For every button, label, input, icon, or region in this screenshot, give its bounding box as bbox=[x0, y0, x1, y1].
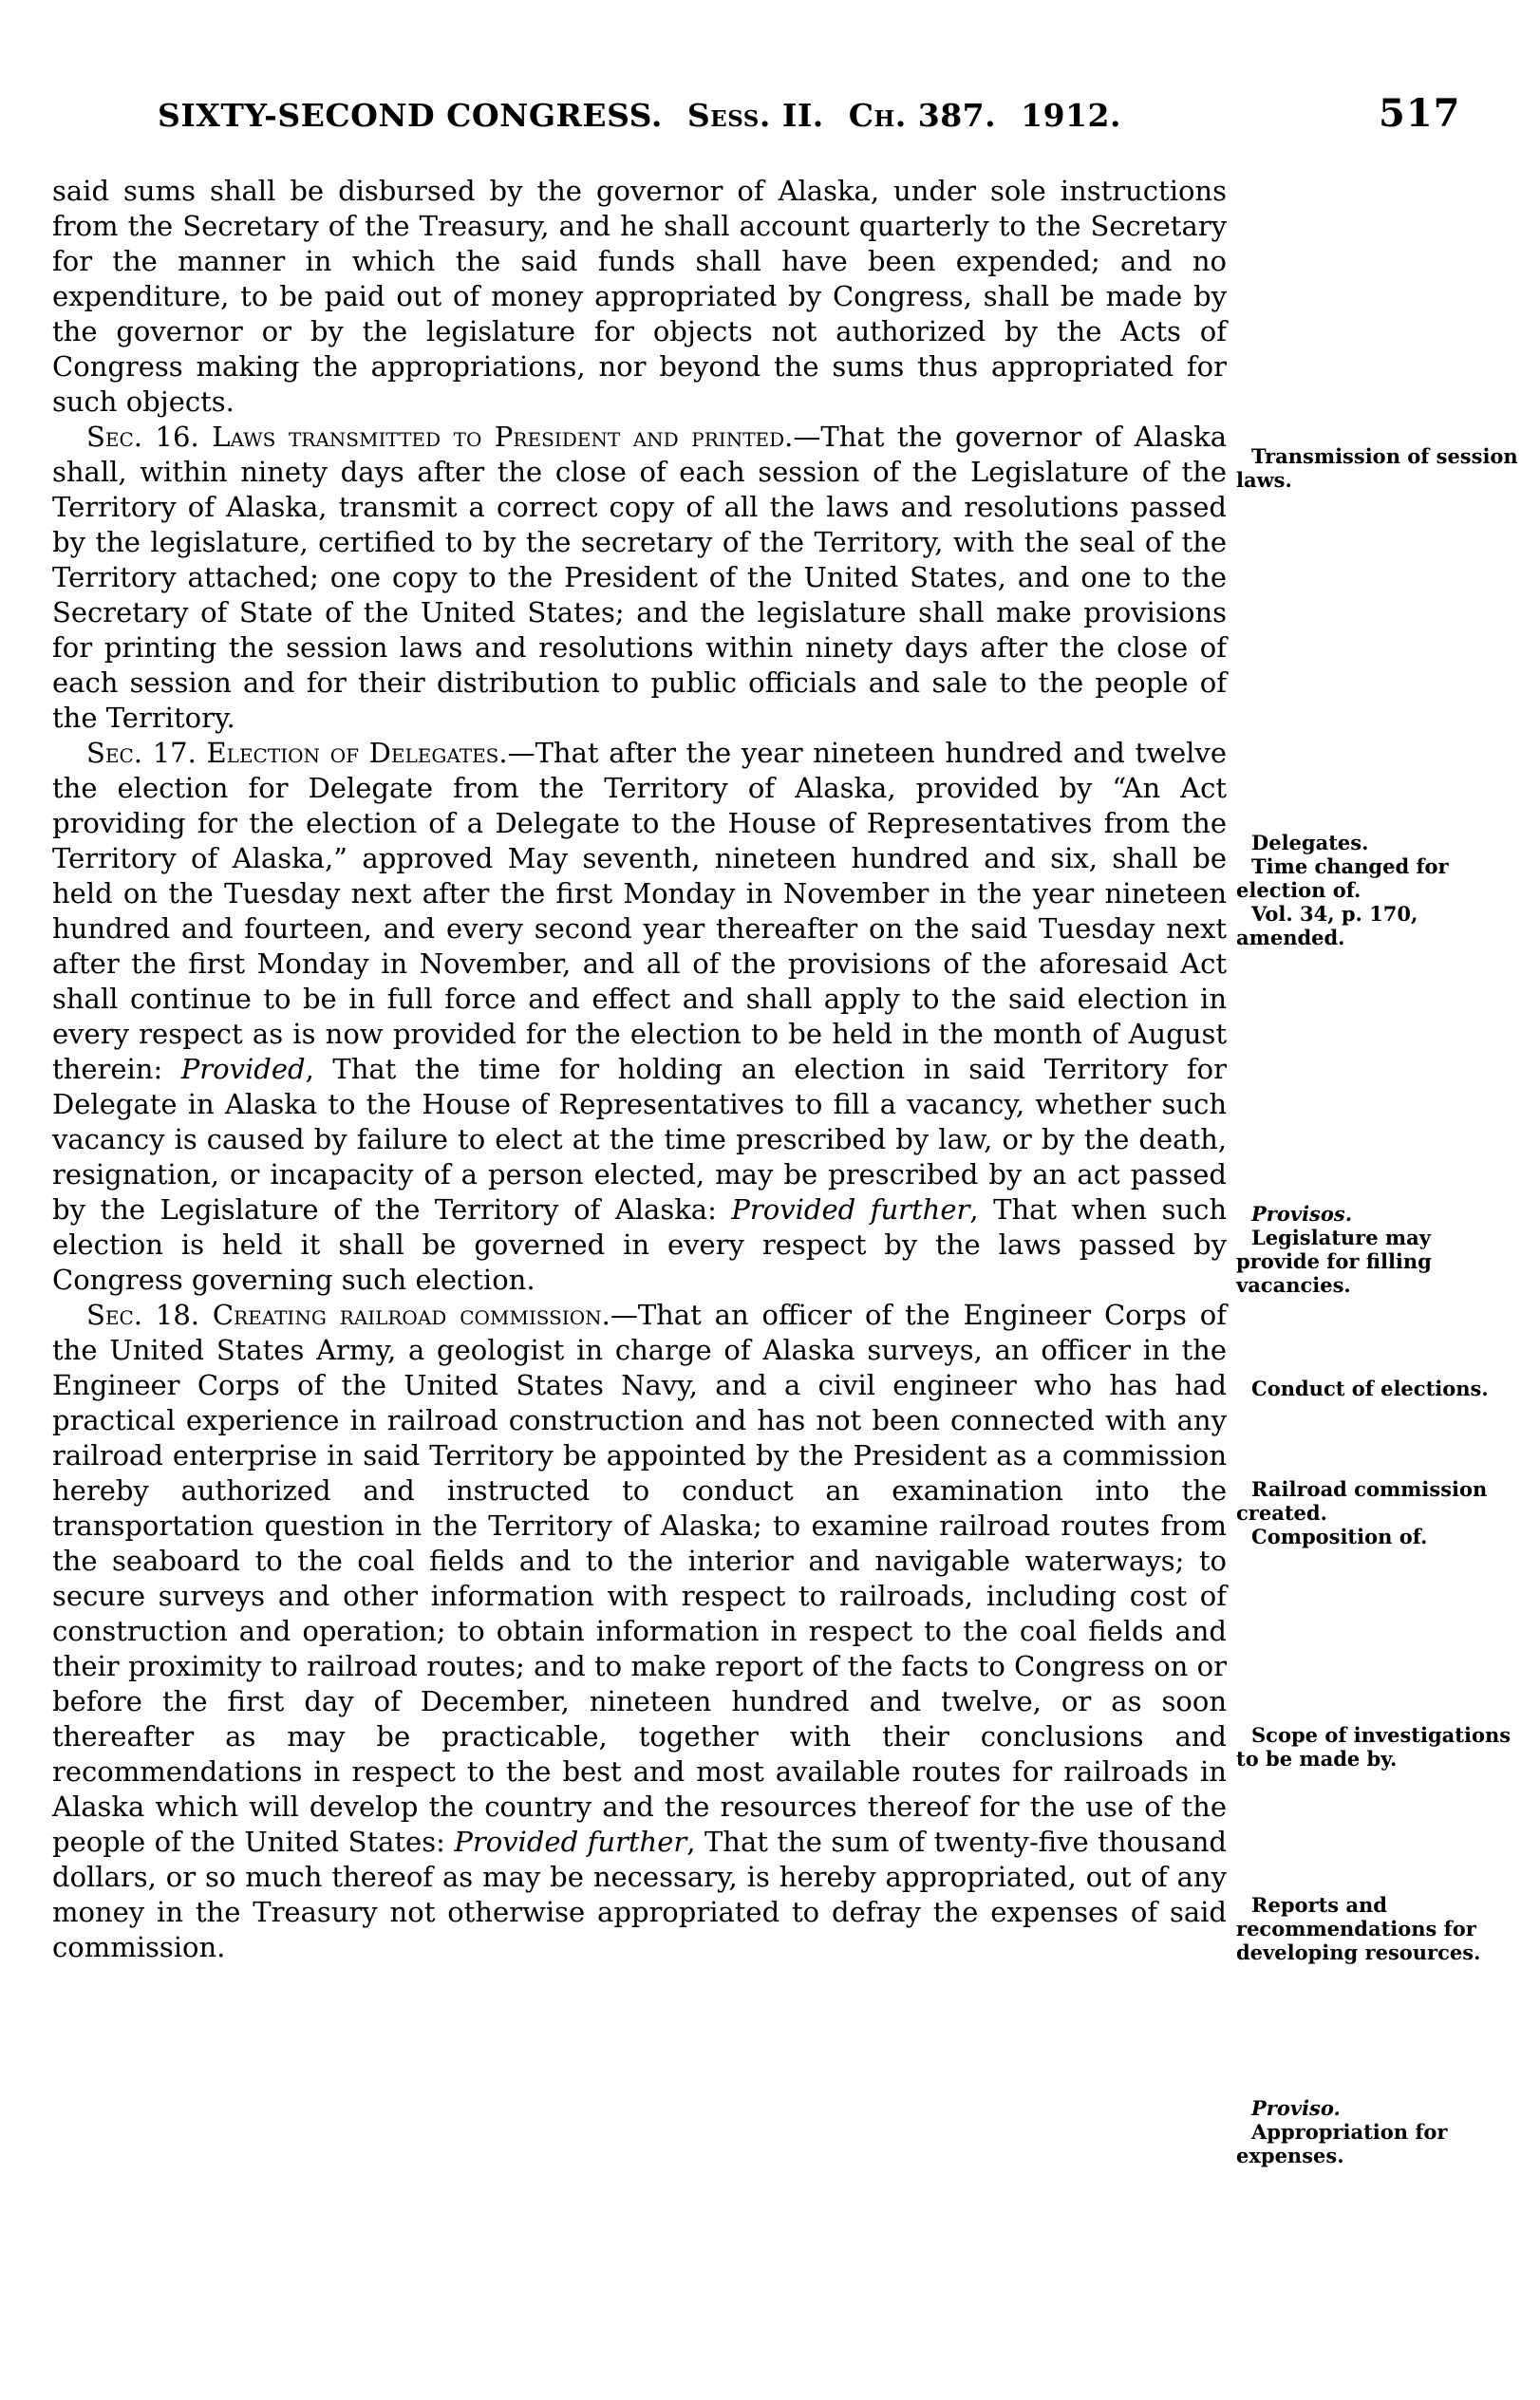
margin-note-line bbox=[1236, 1226, 1521, 1297]
margin-note-line bbox=[1236, 831, 1521, 854]
text-run: —That after the year nineteen hundred and twelve the election for Delegate from the Territory of Alaska, provided by “An Act providing for the election of a Delegate to the House of Representatives from the Territory of Alaska,” approved May seventh, nineteen hundred and six, shall be held on the Tuesday next after the first Monday in November in the year nineteen hundred and fourteen, and every second year thereafter on the said Tuesday next after the first Monday in November, and all of the provisions of the aforesaid Act shall continue to be in full force and effect and shall apply to the said election in every respect as is now provided for the election to be held in the month of August therein: bbox=[52, 737, 1227, 1085]
margin-note bbox=[1236, 1723, 1521, 1771]
paragraph bbox=[52, 174, 1227, 420]
margin-note bbox=[1236, 1893, 1521, 1964]
text-run: Provisos. bbox=[1251, 1202, 1353, 1226]
margin-note bbox=[1236, 2096, 1521, 2167]
text-run: Transmission of session laws. bbox=[1236, 444, 1518, 492]
margin-note-line bbox=[1236, 1477, 1521, 1525]
text-run: SIXTY-SECOND CONGRESS. bbox=[158, 97, 663, 134]
text-run: Composition of. bbox=[1251, 1525, 1428, 1548]
margin-note bbox=[1236, 1477, 1521, 1548]
text-run: Conduct of elections. bbox=[1251, 1377, 1489, 1400]
margin-note-line bbox=[1236, 1525, 1521, 1548]
text-run: Sec. 17. Election of Delegates. bbox=[86, 737, 508, 769]
text-run: Sess. II. bbox=[686, 97, 824, 134]
text-run: , That when such election is held it shall be governed in every respect by the laws passed by Congress governing such election. bbox=[52, 1193, 1227, 1296]
margin-note bbox=[1236, 1202, 1521, 1297]
margin-note-line bbox=[1236, 1202, 1521, 1226]
document-body bbox=[52, 174, 1227, 1965]
margin-note-line bbox=[1236, 902, 1521, 949]
margin-note bbox=[1236, 444, 1521, 492]
margin-note-line bbox=[1236, 1377, 1521, 1400]
text-run: —That an officer of the Engineer Corps of the United States Army, a geologist in charge of Alaska surveys, an officer in the Engineer Corps of the United States Navy, and a civil engineer who has had practical experience in railroad construction and has not been connected with any railroad enterprise in said Territory be appointed by the President as a commission hereby authorized and instructed to conduct an examination into the transportation question in the Territory of Alaska; to examine railroad routes from the seaboard to the coal fields and to the interior and navigable waterways; to secure surveys and other information with respect to railroads, including cost of construction and operation; to obtain information in respect to the coal fields and their proximity to railroad routes; and to make report of the facts to Congress on or before the first day of December, nineteen hundred and twelve, or as soon thereafter as may be practicable, together with their conclusions and recommendations in respect to the best and most available routes for railroads in Alaska which will develop the country and the resources thereof for the use of the people of the United States: bbox=[52, 1299, 1227, 1858]
text-run: , That the sum of twenty-five thousand dollars, or so much thereof as may be necessary, is hereby appropriated, out of any money in the Treasury not otherwise appropriated to defray the expenses of said commission. bbox=[52, 1826, 1227, 1963]
text-run: 1912. bbox=[1021, 97, 1121, 134]
margin-note-line bbox=[1236, 1893, 1521, 1964]
text-run: Delegates. bbox=[1251, 831, 1369, 854]
text-run: —That the governor of Alaska shall, within ninety days after the close of each session of the Legislature of the Territory of Alaska, transmit a correct copy of all the laws and resolutions passed by the legislature, certified to by the secretary of the Territory, with the seal of the Territory attached; one copy to the President of the United States, and one to the Secretary of State of the United States; and the legislature shall make provisions for printing the session laws and resolutions within ninety days after the close of each session and for their distribution to public officials and sale to the people of the Territory. bbox=[52, 421, 1227, 734]
text-run: Provided bbox=[180, 1053, 306, 1085]
running-head bbox=[52, 97, 1227, 134]
margin-note-line bbox=[1236, 444, 1521, 492]
margin-note bbox=[1236, 1377, 1521, 1400]
text-run: said sums shall be disbursed by the governor of Alaska, under sole instructions from the Secretary of the Treasury, and he shall account quarterly to the Secretary for the manner in which the said funds shall have been expended; and no expenditure, to be paid out of money appropriated by Congress, shall be made by the governor or by the legislature for objects not authorized by the Acts of Congress making the appropriations, nor beyond the sums thus appropriated for such objects. bbox=[52, 175, 1227, 418]
margin-note-line bbox=[1236, 854, 1521, 902]
text-run: Ch. 387. bbox=[848, 97, 997, 134]
text-run: Sec. 16. Laws transmitted to President and printed. bbox=[86, 421, 794, 453]
text-run: Appropriation for expenses. bbox=[1236, 2120, 1448, 2167]
text-run: Provided further bbox=[454, 1826, 687, 1858]
text-run: Proviso. bbox=[1251, 2096, 1341, 2120]
margin-note-line bbox=[1236, 2096, 1521, 2120]
paragraph bbox=[52, 736, 1227, 1298]
margin-note-line bbox=[1236, 1723, 1521, 1771]
margin-note bbox=[1236, 831, 1521, 949]
paragraph bbox=[52, 420, 1227, 736]
text-run: Reports and recommendations for developing resources. bbox=[1236, 1893, 1481, 1964]
text-run: Provided further bbox=[731, 1193, 970, 1226]
text-run: Scope of investigations to be made by. bbox=[1236, 1723, 1512, 1771]
paragraph bbox=[52, 1298, 1227, 1965]
text-run: Railroad commission created. bbox=[1236, 1477, 1488, 1525]
margin-note-line bbox=[1236, 2120, 1521, 2167]
text-run: Time changed for election of. bbox=[1236, 854, 1449, 902]
text-run: Legislature may provide for filling vacancies. bbox=[1236, 1226, 1432, 1297]
text-run: Sec. 18. Creating railroad commission. bbox=[86, 1299, 610, 1331]
page-number: 517 bbox=[1379, 91, 1461, 136]
text-run: Vol. 34, p. 170, amended. bbox=[1236, 902, 1418, 949]
text-run: , That the time for holding an election in said Territory for Delegate in Alaska to the House of Representatives to fill a vacancy, whether such vacancy is caused by failure to elect at the time prescribed by law, or by the death, resignation, or incapacity of a person elected, may be prescribed by an act passed by the Legislature of the Territory of Alaska: bbox=[52, 1053, 1227, 1226]
